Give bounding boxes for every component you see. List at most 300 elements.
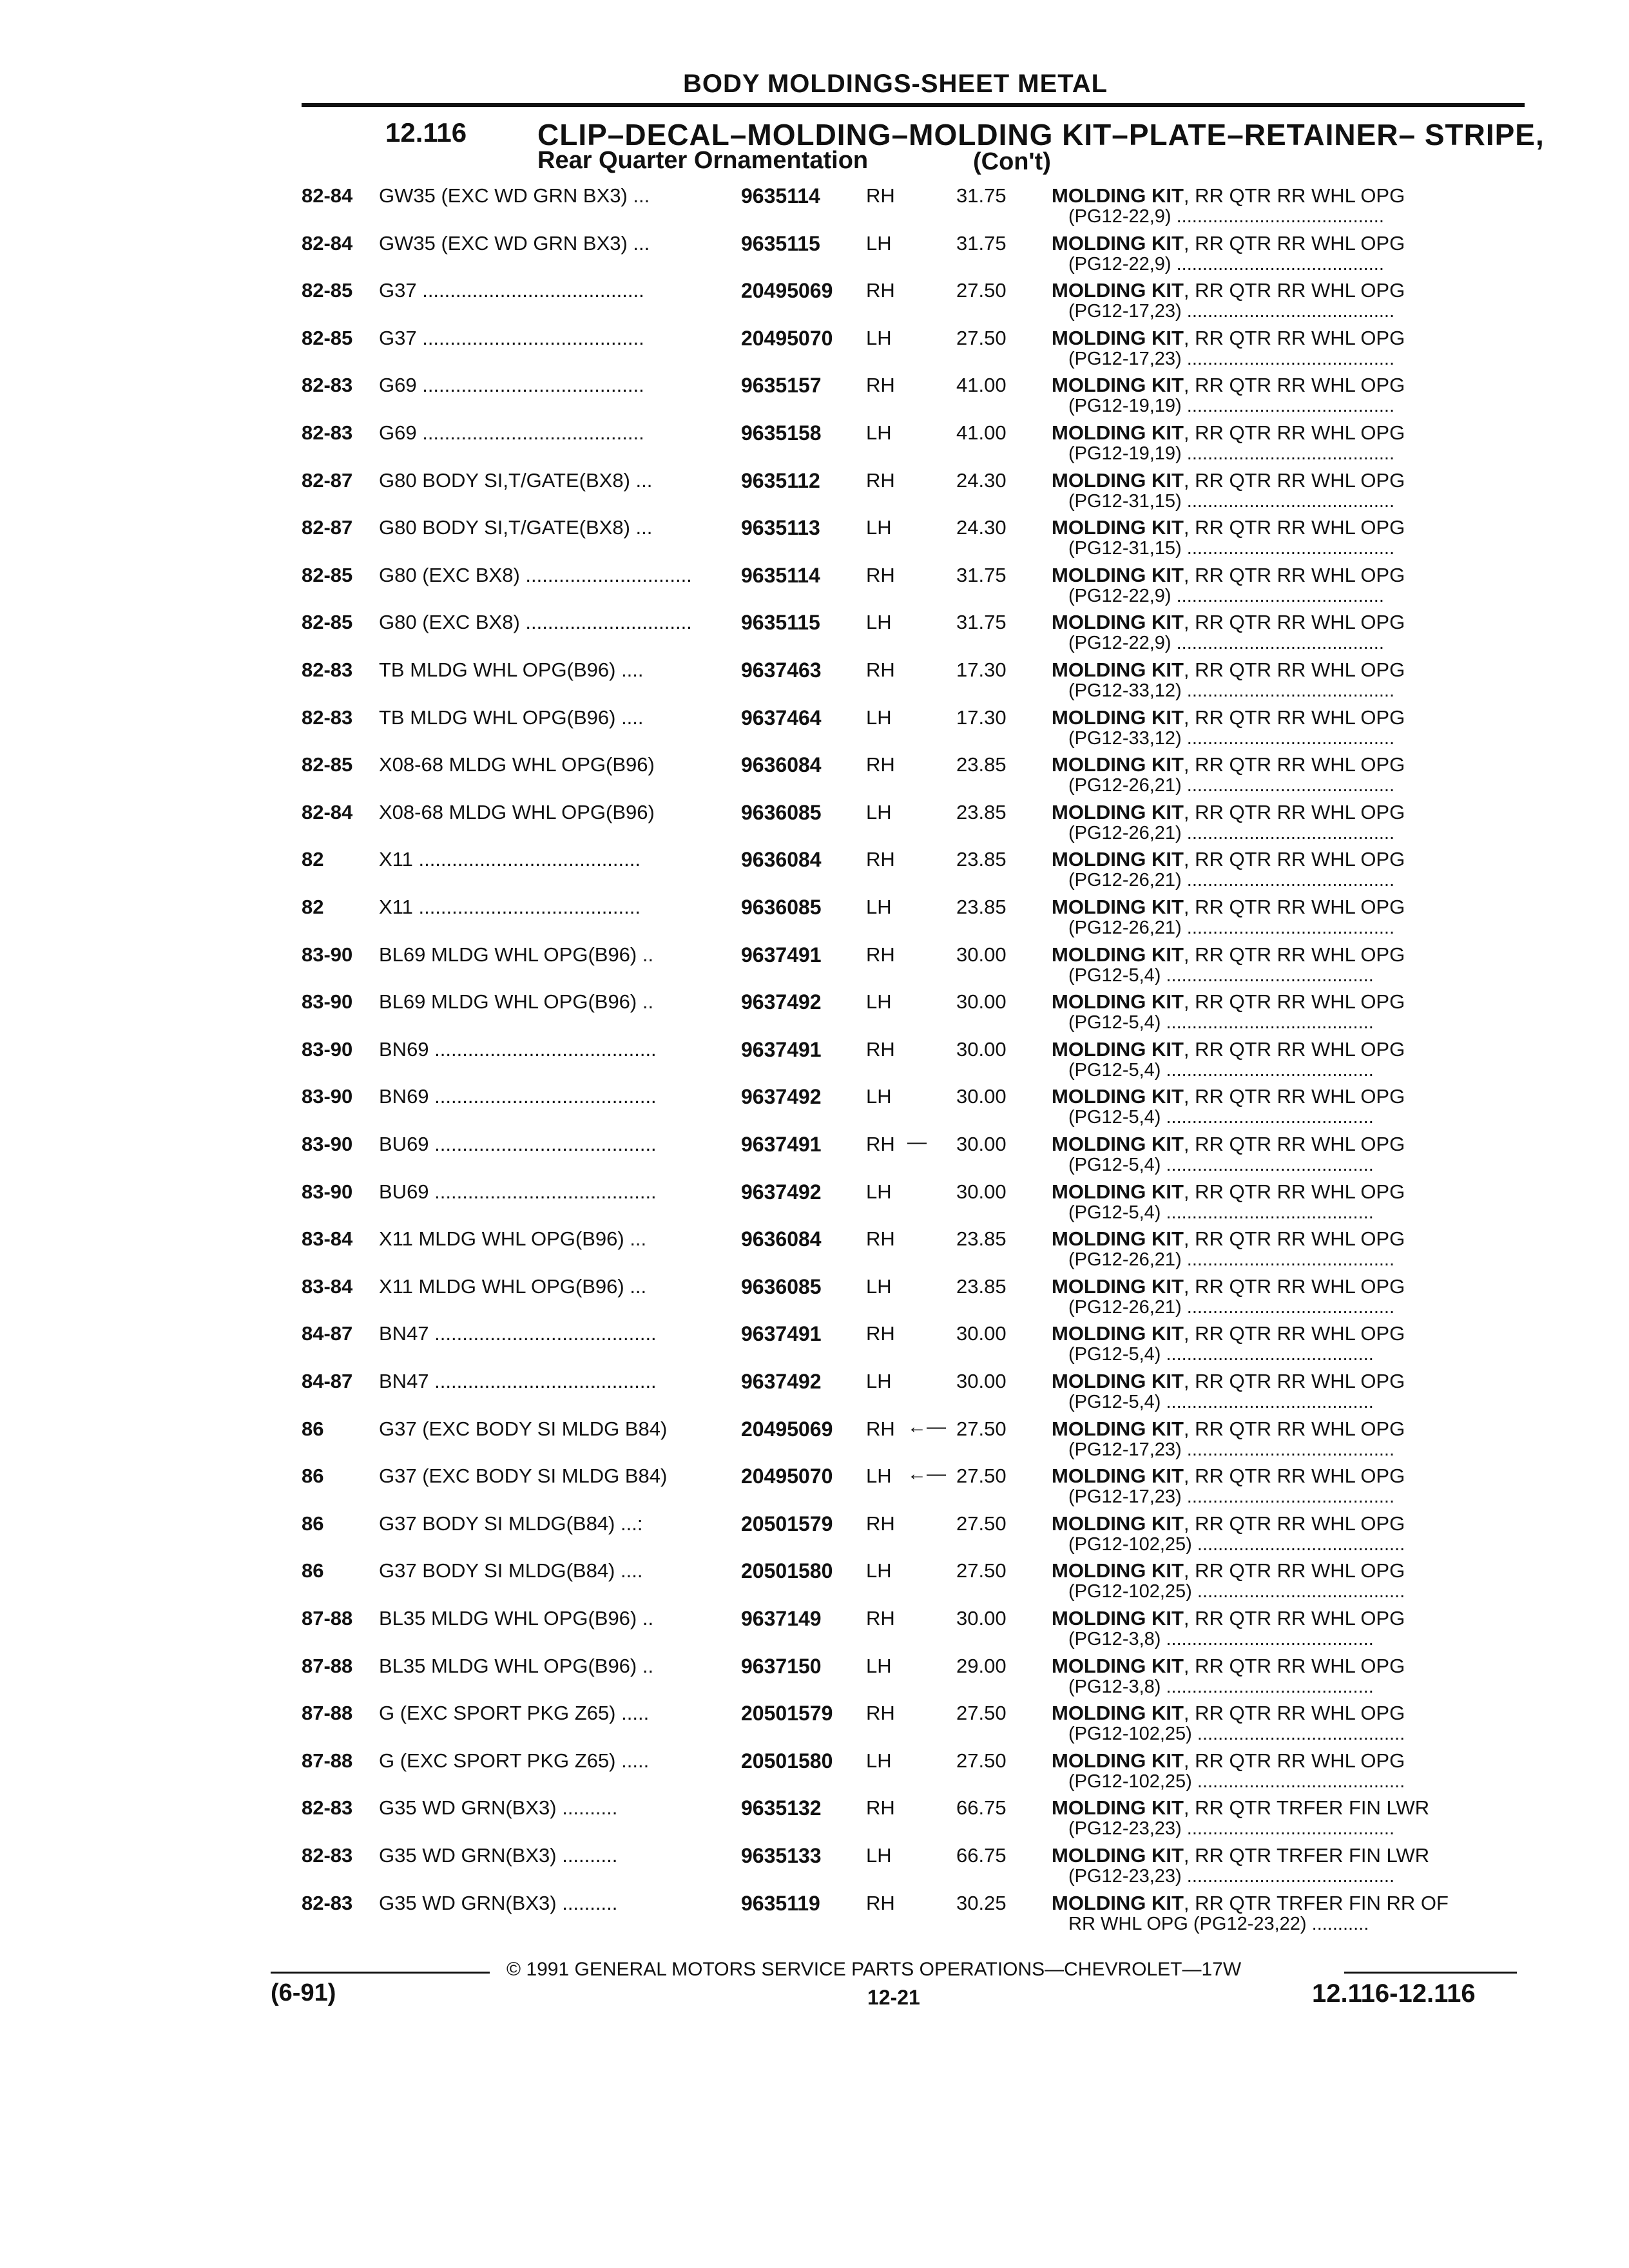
model-description: X11 MLDG WHL OPG(B96) ...: [379, 1274, 647, 1298]
description-detail: , RR QTR RR WHL OPG: [1183, 231, 1405, 255]
description-detail: , RR QTR RR WHL OPG: [1183, 800, 1405, 823]
table-row: [0, 700, 1629, 749]
description-detail: , RR QTR RR WHL OPG: [1183, 611, 1405, 634]
table-row: [0, 889, 1629, 936]
table-row: [0, 415, 1629, 464]
model-year: 82-83: [302, 1844, 353, 1867]
model-description: G37 (EXC BODY SI MLDG B84): [379, 1417, 668, 1440]
description-line-2: (PG12-5,4) ........................................: [1068, 965, 1374, 986]
model-year: 84-87: [302, 1322, 353, 1345]
model-year: 83-90: [302, 1180, 353, 1203]
description-item: MOLDING KIT: [1052, 1180, 1184, 1203]
model-description: BU69 ........................................: [379, 1180, 657, 1203]
description-line-2: (PG12-3,8) ........................................: [1068, 1629, 1374, 1649]
description-line-2: (PG12-26,21) ........................................: [1068, 1296, 1395, 1318]
model-description: G37 BODY SI MLDG(B84) ...:: [379, 1512, 643, 1535]
price: 41.00: [956, 421, 1007, 444]
description-item: MOLDING KIT: [1052, 563, 1184, 586]
model-description: X11 ........................................: [379, 848, 641, 871]
description-detail: , RR QTR RR WHL OPG: [1183, 1512, 1405, 1535]
price: 27.50: [956, 1465, 1007, 1488]
description-detail: , RR QTR RR WHL OPG: [1183, 753, 1405, 776]
part-number: 9635113: [741, 516, 820, 540]
table-row: [0, 1316, 1629, 1365]
description-line-1: [1052, 848, 1405, 871]
model-description: BL35 MLDG WHL OPG(B96) ..: [379, 1654, 654, 1677]
description-item: MOLDING KIT: [1052, 1749, 1184, 1772]
side: LH: [866, 1559, 892, 1582]
side: RH: [866, 1702, 895, 1725]
description-line-1: [1052, 564, 1405, 587]
description-item: MOLDING KIT: [1052, 1370, 1184, 1392]
part-number: 9637491: [741, 943, 822, 966]
model-description: BN47 ........................................: [379, 1322, 657, 1345]
side: LH: [866, 896, 892, 918]
description-detail: , RR QTR TRFER FIN LWR: [1183, 1844, 1430, 1867]
description-detail: , RR QTR RR WHL OPG: [1183, 1322, 1405, 1345]
table-row: [0, 1600, 1629, 1647]
description-item: MOLDING KIT: [1052, 658, 1184, 681]
description-line-1: [1052, 516, 1405, 539]
description-item: MOLDING KIT: [1052, 1844, 1184, 1867]
description-line-2: (PG12-26,21) ........................................: [1068, 775, 1395, 796]
description-line-1: [1052, 1796, 1429, 1820]
part-number: 9637491: [741, 1322, 822, 1346]
description-detail: , RR QTR TRFER FIN LWR: [1183, 1796, 1430, 1820]
side: LH: [866, 1749, 892, 1772]
price: 30.00: [956, 1607, 1007, 1629]
model-year: 82-85: [302, 611, 353, 634]
model-description: BL35 MLDG WHL OPG(B96) ..: [379, 1607, 654, 1629]
model-year: 87-88: [302, 1654, 353, 1677]
part-number: 9637150: [741, 1654, 822, 1678]
part-number: 20501580: [741, 1559, 833, 1583]
side: LH: [866, 1274, 892, 1298]
model-year: 87-88: [302, 1607, 353, 1629]
side: RH: [866, 563, 895, 586]
footer-rule-right: [1344, 1972, 1517, 1974]
description-line-1: [1052, 1085, 1405, 1108]
table-row: [0, 1458, 1629, 1508]
part-number: 20501580: [741, 1749, 833, 1773]
table-row: [0, 226, 1629, 272]
price: 23.85: [956, 1227, 1007, 1251]
description-detail: , RR QTR RR WHL OPG: [1183, 1465, 1405, 1488]
price: 31.75: [956, 184, 1007, 207]
description-line-1: [1052, 943, 1405, 966]
description-item: MOLDING KIT: [1052, 1085, 1184, 1108]
footer-copyright: © 1991 GENERAL MOTORS SERVICE PARTS OPERATIONS—CHEVROLET—17W: [506, 1959, 1242, 1980]
price: 30.00: [956, 943, 1007, 966]
part-number: 20501579: [741, 1702, 833, 1725]
price: 29.00: [956, 1654, 1007, 1677]
model-description: G37 ........................................: [379, 279, 644, 302]
model-year: 82: [302, 848, 324, 871]
price: 31.75: [956, 611, 1007, 634]
model-description: GW35 (EXC WD GRN BX3) ...: [379, 231, 650, 255]
price: 27.50: [956, 1417, 1007, 1440]
description-detail: , RR QTR RR WHL OPG: [1183, 1227, 1405, 1251]
model-year: 82-87: [302, 468, 353, 492]
side: LH: [866, 516, 892, 539]
description-detail: , RR QTR RR WHL OPG: [1183, 1037, 1405, 1061]
description-line-1: [1052, 1227, 1405, 1251]
description-line-2: (PG12-5,4) ........................................: [1068, 1202, 1374, 1223]
description-detail: , RR QTR RR WHL OPG: [1183, 896, 1405, 918]
table-row: [0, 1363, 1629, 1410]
price: 27.50: [956, 1559, 1007, 1582]
header-title: BODY MOLDINGS-SHEET METAL: [683, 70, 1108, 98]
description-line-2: (PG12-102,25) ........................................: [1068, 1771, 1405, 1792]
price: 27.50: [956, 279, 1007, 302]
price: 27.50: [956, 1512, 1007, 1535]
model-year: 83-90: [302, 1133, 353, 1155]
footer-section-range: 12.116-12.116: [1312, 1979, 1476, 2008]
description-item: MOLDING KIT: [1052, 1654, 1184, 1677]
side: RH: [866, 468, 895, 492]
part-number: 9637492: [741, 1085, 822, 1109]
description-item: MOLDING KIT: [1052, 848, 1184, 871]
price: 17.30: [956, 658, 1007, 681]
side: LH: [866, 611, 892, 634]
description-detail: , RR QTR RR WHL OPG: [1183, 1607, 1405, 1629]
description-item: MOLDING KIT: [1052, 279, 1184, 302]
part-number: 9637492: [741, 1180, 822, 1204]
description-item: MOLDING KIT: [1052, 1465, 1184, 1488]
description-line-1: [1052, 1512, 1405, 1535]
description-line-2: (PG12-23,23) ........................................: [1068, 1818, 1395, 1840]
description-detail: , RR QTR RR WHL OPG: [1183, 1085, 1405, 1108]
section-subtitle: Rear Quarter Ornamentation: [537, 147, 869, 174]
price: 27.50: [956, 326, 1007, 349]
arrow-mark: ←—: [907, 1463, 946, 1485]
description-line-2: (PG12-5,4) ........................................: [1068, 1392, 1374, 1412]
side: RH: [866, 1037, 895, 1061]
model-description: G35 WD GRN(BX3) ..........: [379, 1891, 618, 1914]
description-item: MOLDING KIT: [1052, 1037, 1184, 1061]
description-line-2: (PG12-22,9) ........................................: [1068, 206, 1384, 227]
price: 30.00: [956, 1180, 1007, 1203]
model-year: 82-85: [302, 279, 353, 302]
price: 30.00: [956, 1085, 1007, 1108]
part-number: 20495069: [741, 1417, 833, 1441]
side: LH: [866, 421, 892, 444]
price: 30.00: [956, 1037, 1007, 1061]
part-number: 9635115: [741, 611, 820, 635]
price: 30.25: [956, 1891, 1007, 1914]
description-line-1: [1052, 1702, 1405, 1725]
table-row: [0, 1648, 1629, 1695]
model-year: 87-88: [302, 1702, 353, 1725]
description-detail: , RR QTR RR WHL OPG: [1183, 374, 1405, 397]
description-detail: , RR QTR RR WHL OPG: [1183, 1559, 1405, 1582]
model-description: G80 BODY SI,T/GATE(BX8) ...: [379, 516, 653, 539]
description-detail: , RR QTR RR WHL OPG: [1183, 1370, 1405, 1392]
arrow-mark: ←—: [907, 1416, 946, 1437]
price: 31.75: [956, 231, 1007, 255]
description-line-2: RR WHL OPG (PG12-23,22) ...........: [1068, 1913, 1369, 1934]
model-description: BN69 ........................................: [379, 1037, 657, 1061]
description-line-1: [1052, 1892, 1449, 1915]
description-detail: , RR QTR RR WHL OPG: [1183, 516, 1405, 539]
description-line-2: (PG12-5,4) ........................................: [1068, 1155, 1374, 1175]
model-description: G80 (EXC BX8) ..............................: [379, 563, 692, 586]
description-detail: , RR QTR RR WHL OPG: [1183, 706, 1405, 729]
model-year: 86: [302, 1417, 324, 1440]
description-line-2: (PG12-19,19) ........................................: [1068, 443, 1395, 464]
model-description: BN69 ........................................: [379, 1085, 657, 1108]
price: 66.75: [956, 1796, 1007, 1820]
description-item: MOLDING KIT: [1052, 990, 1184, 1014]
description-item: MOLDING KIT: [1052, 1702, 1184, 1725]
description-line-1: [1052, 1655, 1405, 1678]
description-line-1: [1052, 990, 1405, 1014]
description-line-2: (PG12-17,23) ........................................: [1068, 1439, 1395, 1460]
side: LH: [866, 800, 892, 823]
model-year: 86: [302, 1559, 324, 1582]
description-item: MOLDING KIT: [1052, 1559, 1184, 1582]
price: 27.50: [956, 1749, 1007, 1772]
model-year: 83-84: [302, 1227, 353, 1251]
description-line-1: [1052, 1038, 1405, 1061]
side: RH: [866, 1891, 895, 1914]
model-description: G (EXC SPORT PKG Z65) .....: [379, 1749, 650, 1772]
description-item: MOLDING KIT: [1052, 1512, 1184, 1535]
part-number: 9636084: [741, 753, 822, 777]
model-description: X11 MLDG WHL OPG(B96) ...: [379, 1227, 647, 1251]
description-line-1: [1052, 1607, 1405, 1630]
side: LH: [866, 706, 892, 729]
description-item: MOLDING KIT: [1052, 231, 1184, 255]
model-year: 87-88: [302, 1749, 353, 1772]
description-line-2: (PG12-102,25) ........................................: [1068, 1533, 1405, 1555]
description-line-2: (PG12-26,21) ........................................: [1068, 870, 1395, 891]
part-number: 9635114: [741, 563, 820, 587]
description-line-1: [1052, 1322, 1405, 1345]
table-row: [0, 1553, 1629, 1602]
description-item: MOLDING KIT: [1052, 184, 1184, 207]
table-row: [0, 604, 1629, 654]
description-line-2: (PG12-33,12) ........................................: [1068, 727, 1395, 749]
description-item: MOLDING KIT: [1052, 800, 1184, 823]
part-number: 20501579: [741, 1512, 833, 1535]
description-item: MOLDING KIT: [1052, 1891, 1184, 1914]
description-line-1: [1052, 1180, 1405, 1204]
description-line-2: (PG12-17,23) ........................................: [1068, 348, 1395, 369]
side: RH: [866, 753, 895, 776]
footer-page-number: 12-21: [867, 1986, 920, 2009]
side: RH: [866, 1607, 895, 1629]
description-item: MOLDING KIT: [1052, 1274, 1184, 1298]
description-detail: , RR QTR RR WHL OPG: [1183, 279, 1405, 302]
part-number: 9635133: [741, 1844, 822, 1867]
description-item: MOLDING KIT: [1052, 611, 1184, 634]
description-line-2: (PG12-22,9) ........................................: [1068, 633, 1384, 654]
table-row: [0, 1790, 1629, 1840]
description-line-1: [1052, 232, 1405, 255]
table-row: [0, 557, 1629, 604]
description-item: MOLDING KIT: [1052, 326, 1184, 349]
price: 66.75: [956, 1844, 1007, 1867]
description-line-2: (PG12-23,23) ........................................: [1068, 1866, 1395, 1887]
model-description: G69 ........................................: [379, 421, 644, 444]
table-row: [0, 178, 1629, 227]
part-number: 20495070: [741, 1465, 833, 1488]
table-row: [0, 320, 1629, 367]
side: LH: [866, 1370, 892, 1392]
model-year: 82-83: [302, 421, 353, 444]
model-year: 82-85: [302, 563, 353, 586]
part-number: 20495070: [741, 326, 833, 350]
table-row: [0, 652, 1629, 701]
table-row: [0, 273, 1629, 322]
description-line-2: (PG12-5,4) ........................................: [1068, 1012, 1374, 1033]
description-line-1: [1052, 279, 1405, 302]
part-number: 9635112: [741, 468, 820, 492]
description-line-1: [1052, 611, 1405, 634]
model-year: 82-83: [302, 706, 353, 729]
description-detail: , RR QTR RR WHL OPG: [1183, 184, 1405, 207]
description-line-2: (PG12-26,21) ........................................: [1068, 918, 1395, 938]
footer-date: (6-91): [271, 1979, 336, 2006]
description-line-2: (PG12-26,21) ........................................: [1068, 1249, 1395, 1271]
model-description: G37 ........................................: [379, 326, 644, 349]
section-title: CLIP–DECAL–MOLDING–MOLDING KIT–PLATE–RETAINER– STRIPE,: [537, 118, 1545, 151]
model-description: G80 BODY SI,T/GATE(BX8) ...: [379, 468, 653, 492]
price: 31.75: [956, 563, 1007, 586]
side: RH: [866, 279, 895, 302]
side: RH: [866, 1227, 895, 1251]
side: RH: [866, 1796, 895, 1820]
price: 30.00: [956, 1133, 1007, 1155]
model-year: 83-90: [302, 990, 353, 1014]
table-row: [0, 1126, 1629, 1173]
table-row: [0, 1695, 1629, 1745]
price: 24.30: [956, 516, 1007, 539]
description-line-1: [1052, 374, 1405, 397]
description-detail: , RR QTR TRFER FIN RR OF: [1183, 1891, 1449, 1914]
model-description: G35 WD GRN(BX3) ..........: [379, 1844, 618, 1867]
side: LH: [866, 1180, 892, 1203]
table-row: [0, 841, 1629, 891]
model-year: 82-84: [302, 800, 353, 823]
description-detail: , RR QTR RR WHL OPG: [1183, 1702, 1405, 1725]
table-row: [0, 794, 1629, 841]
model-description: BN47 ........................................: [379, 1370, 657, 1392]
part-number: 9637492: [741, 990, 822, 1014]
description-line-2: (PG12-102,25) ........................................: [1068, 1724, 1405, 1745]
description-detail: , RR QTR RR WHL OPG: [1183, 848, 1405, 871]
description-line-2: (PG12-102,25) ........................................: [1068, 1581, 1405, 1602]
model-description: G80 (EXC BX8) ..............................: [379, 611, 692, 634]
arrow-mark: —: [907, 1131, 927, 1153]
model-year: 82-84: [302, 184, 353, 207]
description-line-1: [1052, 896, 1405, 919]
description-detail: , RR QTR RR WHL OPG: [1183, 468, 1405, 492]
part-number: 9637149: [741, 1607, 822, 1630]
description-line-2: (PG12-26,21) ........................................: [1068, 822, 1395, 843]
model-year: 82-87: [302, 516, 353, 539]
price: 30.00: [956, 990, 1007, 1014]
description-line-2: (PG12-17,23) ........................................: [1068, 301, 1395, 322]
description-line-2: (PG12-5,4) ........................................: [1068, 1107, 1374, 1128]
part-number: 9635132: [741, 1796, 822, 1820]
model-year: 82-83: [302, 374, 353, 397]
price: 23.85: [956, 848, 1007, 871]
price: 23.85: [956, 1274, 1007, 1298]
price: 30.00: [956, 1370, 1007, 1392]
part-number: 9636084: [741, 848, 822, 872]
model-description: TB MLDG WHL OPG(B96) ....: [379, 658, 644, 681]
description-line-1: [1052, 1559, 1405, 1582]
description-line-2: (PG12-19,19) ........................................: [1068, 396, 1395, 417]
description-line-1: [1052, 1275, 1405, 1298]
table-row: [0, 367, 1629, 417]
part-number: 9637492: [741, 1370, 822, 1393]
description-line-2: (PG12-3,8) ........................................: [1068, 1676, 1374, 1697]
side: RH: [866, 1133, 895, 1155]
part-number: 9635157: [741, 374, 822, 398]
table-row: [0, 1032, 1629, 1081]
description-line-1: [1052, 327, 1405, 350]
description-line-2: (PG12-33,12) ........................................: [1068, 680, 1395, 701]
section-continued: (Con't): [973, 148, 1051, 175]
side: LH: [866, 1085, 892, 1108]
description-item: MOLDING KIT: [1052, 374, 1184, 397]
model-year: 82: [302, 896, 324, 918]
model-description: GW35 (EXC WD GRN BX3) ...: [379, 184, 650, 207]
table-row: [0, 1743, 1629, 1792]
model-year: 82-83: [302, 658, 353, 681]
description-item: MOLDING KIT: [1052, 1133, 1184, 1155]
description-line-1: [1052, 184, 1405, 207]
price: 23.85: [956, 800, 1007, 823]
part-number: 9637491: [741, 1133, 822, 1156]
part-number: 9637464: [741, 706, 822, 729]
part-number: 9635114: [741, 184, 820, 207]
description-item: MOLDING KIT: [1052, 753, 1184, 776]
table-row: [0, 510, 1629, 559]
part-number: 9637463: [741, 658, 822, 682]
description-detail: , RR QTR RR WHL OPG: [1183, 563, 1405, 586]
model-year: 83-90: [302, 1037, 353, 1061]
description-detail: , RR QTR RR WHL OPG: [1183, 1417, 1405, 1440]
table-row: [0, 937, 1629, 986]
side: RH: [866, 374, 895, 397]
description-detail: , RR QTR RR WHL OPG: [1183, 1133, 1405, 1155]
side: LH: [866, 326, 892, 349]
side: RH: [866, 184, 895, 207]
description-line-1: [1052, 658, 1405, 682]
footer-rule-left: [271, 1972, 490, 1974]
description-item: MOLDING KIT: [1052, 706, 1184, 729]
price: 23.85: [956, 753, 1007, 776]
side: RH: [866, 1512, 895, 1535]
description-line-1: [1052, 421, 1405, 445]
description-detail: , RR QTR RR WHL OPG: [1183, 943, 1405, 966]
description-detail: , RR QTR RR WHL OPG: [1183, 990, 1405, 1014]
description-line-1: [1052, 1844, 1429, 1867]
description-line-1: [1052, 753, 1405, 776]
description-line-1: [1052, 706, 1405, 729]
description-item: MOLDING KIT: [1052, 1227, 1184, 1251]
table-row: [0, 984, 1629, 1033]
model-year: 82-84: [302, 231, 353, 255]
model-year: 83-84: [302, 1274, 353, 1298]
description-detail: , RR QTR RR WHL OPG: [1183, 1274, 1405, 1298]
description-item: MOLDING KIT: [1052, 1417, 1184, 1440]
model-description: G (EXC SPORT PKG Z65) .....: [379, 1702, 650, 1725]
